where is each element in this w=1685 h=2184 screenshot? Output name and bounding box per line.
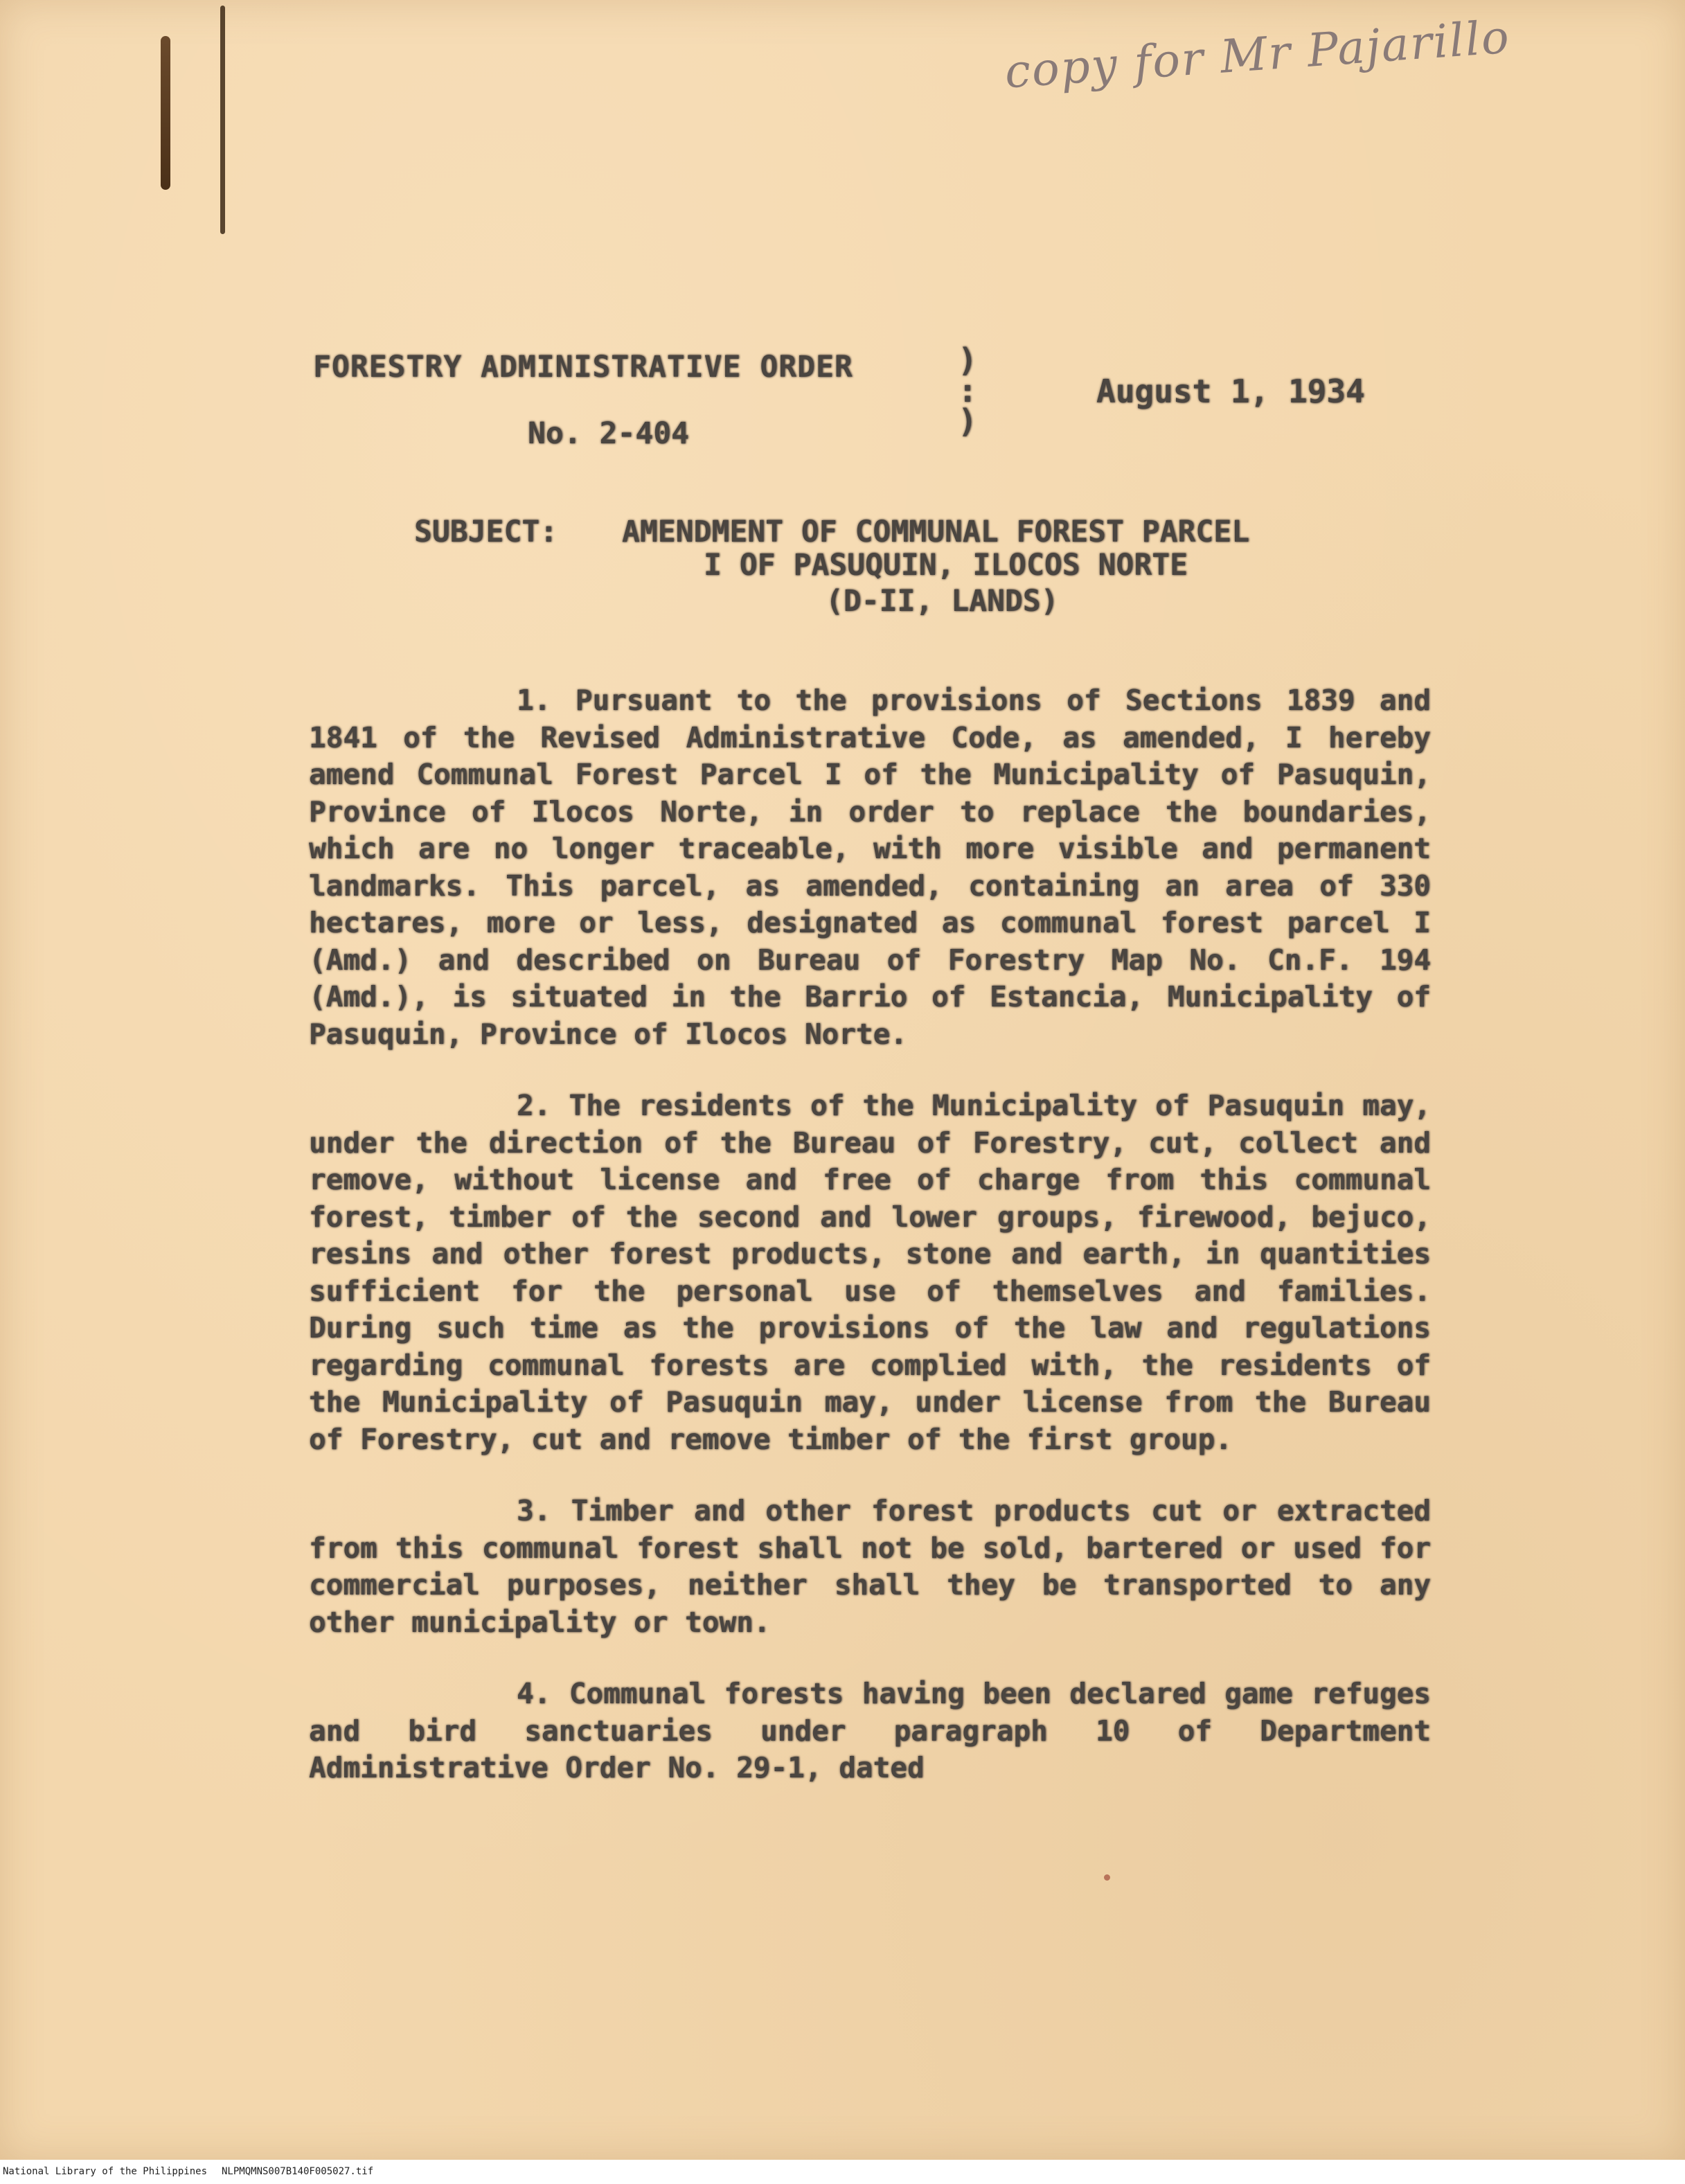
subject-line-1: AMENDMENT OF COMMUNAL FOREST PARCEL <box>622 515 1250 549</box>
subject-line-3: (D-II, LANDS) <box>826 584 1059 619</box>
footer-file-id: NLPMQMNS007B140F005027.tif <box>222 2166 374 2177</box>
header-brackets: ) : ) <box>958 341 977 440</box>
subject-line-2: I OF PASUQUIN, ILOCOS NORTE <box>704 548 1188 583</box>
order-title: FORESTRY ADMINISTRATIVE ORDER <box>313 350 853 384</box>
order-body <box>309 682 1431 1822</box>
paragraph-3: 3. Timber and other forest products cut or extracted from this communal forest shall not be sold, bartered or used for commercial purposes, neither shall they be transported to any other municipality or town. <box>309 1494 1431 1639</box>
paragraph-2: 2. The residents of the Municipality of Pasuquin may, under the direction of the Bureau of Forestry, cut, collect and remove, without license and free of charge from this communal forest, timber of the second and lower groups, firewood, bejuco, resins and other forest products, stone and earth, in quantities sufficient for the personal use of themselves and families. During such time as the provisions of the law and regulations regarding communal forests are complied with, the residents of the Municipality of Pasuquin may, under license from the Bureau of Forestry, cut and remove timber of the first group. <box>309 1089 1431 1456</box>
paragraph-1: 1. Pursuant to the provisions of Sections 1839 and 1841 of the Revised Administrative Code, as amended, I hereby amend Communal Forest Parcel I of the Municipality of Pasuquin, Province of Ilocos Norte, in order to replace the boundaries, which are no longer traceable, with more visible and permanent landmarks. This parcel, as amended, containing an area of 330 hectares, more or less, designated as communal forest parcel I (Amd.) and described on Bureau of Forestry Map No. Cn.F. 194 (Amd.), is situated in the Barrio of Estancia, Municipality of Pasuquin, Province of Ilocos Norte. <box>309 684 1431 1051</box>
subject-label: SUBJECT: <box>414 515 558 549</box>
order-number: No. 2-404 <box>528 416 689 451</box>
order-date: August 1, 1934 <box>1096 373 1365 410</box>
handwritten-note: copy for Mr Pajarillo <box>1003 10 1513 99</box>
red-ink-spot <box>1104 1874 1110 1881</box>
binder-edge-mark <box>220 6 225 234</box>
scan-footer <box>0 2160 1685 2184</box>
binder-mark <box>161 36 170 190</box>
paragraph-4: 4. Communal forests having been declared game refuges and bird sanctuaries under paragraph 10 of Department Administrative Order No. 29-1, dated <box>309 1677 1431 1784</box>
footer-institution: National Library of the Philippines <box>3 2166 208 2177</box>
